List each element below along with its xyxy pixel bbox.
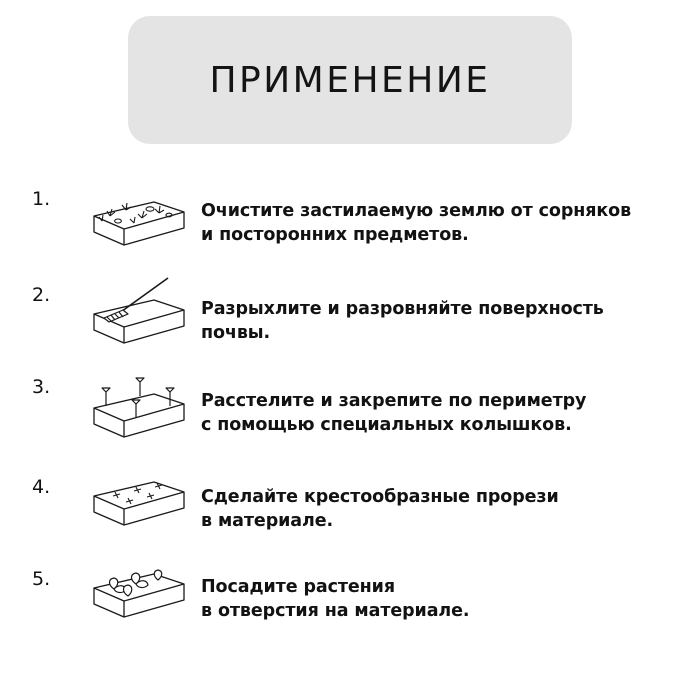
bed-with-pegs-icon (66, 366, 191, 444)
step-text-line: с помощью специальных колышков. (201, 414, 572, 435)
step-number: 4. (32, 476, 51, 498)
step-description (191, 466, 700, 533)
step-text-line: Посадите растения (201, 577, 395, 597)
step-text-line: в отверстия на материале. (201, 600, 470, 621)
step-description (191, 366, 700, 437)
header-card (128, 16, 572, 144)
step-text-line: и посторонних предметов. (201, 224, 469, 245)
bed-with-cross-cuts-icon (66, 466, 191, 544)
step-text-line: Сделайте крестообразные прорези (201, 487, 559, 507)
soil-bed-with-weeds-icon (66, 182, 191, 260)
step-number: 1. (32, 188, 51, 210)
steps-list (0, 182, 700, 650)
step-number: 3. (32, 376, 51, 398)
step-text-line: Очистите застилаемую землю от сорняков (201, 201, 632, 221)
bed-with-plants-icon (66, 558, 191, 636)
rake-on-soil-bed-icon (66, 274, 191, 352)
step-number: 2. (32, 284, 51, 306)
step-description (191, 558, 700, 623)
step-text-line: Разрыхлите и разровняйте поверхность (201, 299, 604, 319)
step-text-line: почвы. (201, 322, 271, 343)
list-item (0, 274, 700, 366)
list-item (0, 466, 700, 558)
step-description (191, 182, 700, 247)
step-text-line: Расстелите и закрепите по периметру (201, 391, 587, 411)
list-item (0, 182, 700, 274)
list-item (0, 558, 700, 650)
step-description (191, 274, 700, 345)
step-number: 5. (32, 568, 51, 590)
page-title: ПРИМЕНЕНИЕ (209, 59, 491, 101)
list-item (0, 366, 700, 466)
step-text-line: в материале. (201, 510, 334, 531)
